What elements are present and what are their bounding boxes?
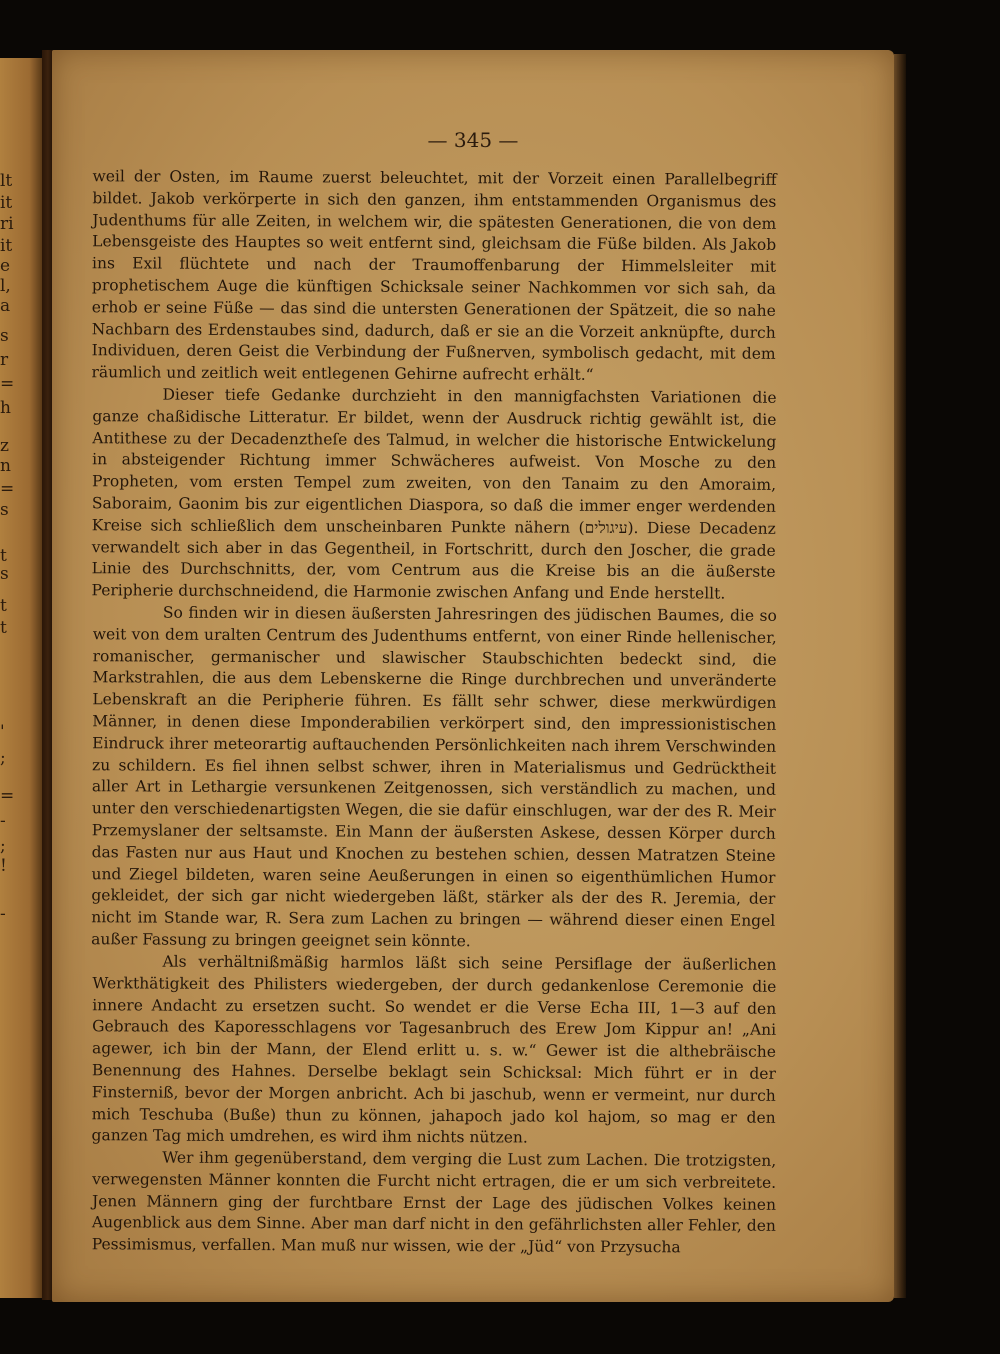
left-page-fragment: it [0,193,13,213]
paragraph: So finden wir in diesen äußersten Jahresringen des jüdischen Baumes, die so weit von dem uralten Centrum des Judenthums entfernt, von einer Rinde hellenischer, romanischer, germanischer und slawischer Staubschichten bedeckt sind, die Markstrahlen, die aus dem Lebenskerne die Ringe durchbrechen und unveränderte Lebenskraft an die Peripherie führen. Es fällt sehr schwer, diese merkwürdigen Männer, in denen diese Imponderabilien verkörpert sind, den impressionistischen Eindruck ihrer meteorartig auftauchenden Persönlichkeiten nach ihrem Verschwinden zu schildern. Es fiel ihnen selbst schwer, ihren in Materialismus und Gedrücktheit aller Art in Lethargie versunkenen Zeitgenossen, sich verständlich zu machen, und unter den verschiedenartigsten Wegen, die sie dafür einschlugen, war der des R. Meir Przemyslaner der seltsamste. Ein Mann der äußersten Askese, dessen Körper durch das Fasten nur aus Haut und Knochen zu bestehen schien, dessen Matratzen Steine und Ziegel bildeten, waren seine Aeußerungen in einen so eigenthümlichen Humor gekleidet, der sich gar nicht wiedergeben läßt, stärker als der des R. Jeremia, der nicht im Stande war, R. Sera zum Lachen zu bringen — während dieser einen Engel außer Fassung zu bringen geeignet sein könnte. [91,603,777,951]
paragraph: weil der Osten, im Raume zuerst beleuchtet, mit der Vorzeit einen Parallelbegriff bildet. Jakob verkörperte in sich den ganzen, ihm entstammenden Organismus des Judenthums für alle Zeiten, in welchem wir, die spätesten Generationen, die von dem Lebensgeiste des Hauptes so weit entfernt sind, gleichsam die Füße bilden. Als Jakob ins Exil flüchtete und nach der Traumoffenbarung der Himmelsleiter mit prophetischem Auge die künftigen Schicksale seiner Nachkommen vor sich sah, da erhob er seine Füße — das sind die untersten Generationen der Spätzeit, die so nahe Nachbarn des Erdenstaubes sind, dadurch, daß er sie an die Vorzeit anknüpfte, durch Individuen, deren Geist die Verbindung der Fußnerven, symbolisch gedacht, mit dem räumlich und zeitlich weit entlegenen Gehirne aufrecht erhält.“ [91,167,777,385]
left-page-fragment: lt [0,171,13,191]
paragraph: Als verhältnißmäßig harmlos läßt sich seine Persiflage der äußerlichen Werkthätigkeit des Philisters wiedergeben, der durch gedankenlose Ceremonie die innere Andacht zu ersetzen sucht. So wendet er die Verse Echa III, 1—3 auf den Gebrauch des Kaporesschlagens vor Tagesanbruch des Erew Jom Kippur an! „Ani agewer, ich bin der Mann, der Elend erlitt u. s. w.“ Gewer ist die althebräische Benennung des Hahnes. Derselbe beklagt sein Schicksal: Mich führt er in der Finsterniß, bevor der Morgen anbricht. Ach bi jaschub, wenn er vermeint, nur durch mich Teschuba (Buße) thun zu können, jahapoch jado kol hajom, so mag er den ganzen Tag mich umdrehen, es wird ihm nichts nützen. [91,952,777,1147]
left-page-fragment: t [0,546,7,566]
left-page-fragment: s [0,326,9,346]
left-page-fragment: r [0,350,9,370]
left-page-edge [0,58,42,1298]
left-page-fragment: = [0,786,15,806]
left-page-fragment: s [0,564,9,584]
left-page-fragment: t [0,618,7,638]
left-page-fragment: it [0,236,13,256]
left-page-fragment: h [0,398,11,418]
left-page-fragment: = [0,374,15,394]
left-page-fragment: - [0,811,6,831]
page-body [92,168,776,1258]
left-page-fragment: s [0,500,9,520]
left-page-fragment: a [0,296,11,316]
left-page-fragment: n [0,456,11,476]
left-page-fragment: ; [0,836,6,856]
left-page-fragment: - [0,904,6,924]
left-page-fragment: ' [0,722,5,742]
paragraph: Wer ihm gegenüberstand, dem verging die Lust zum Lachen. Die trotzigsten, verwegensten Männer konnten die Furcht nicht ertragen, die er um sich verbreitete. Jenen Männern ging der furchtbare Ernst der Lage des jüdischen Volkes keinen Augenblick aus dem Sinne. Aber man darf nicht in den gefährlichsten aller Fehler, den Pessimismus, verfallen. Man muß nur wissen, wie der „Jüd“ von Przysucha [91,1148,777,1257]
paragraph: Dieser tiefe Gedanke durchzieht in den mannigfachsten Variationen die ganze chaßidische Litteratur. Er bildet, wenn der Ausdruck richtig gewählt ist, die Antithese zu der Decadenztheſe des Talmud, in welcher die historische Entwickelung in absteigender Richtung immer Schwächeres aufweist. Von Mosche zu den Propheten, vom ersten Tempel zum zweiten, von den Tanaim zu den Amoraim, Saboraim, Gaonim bis zur eigentlichen Diaspora, so daß die immer enger werdenden Kreise sich schließlich dem unscheinbaren Punkte nähern (עיגולים). Diese Decadenz verwandelt sich aber in das Gegentheil, in Fortschritt, durch den Joscher, die grade Linie des Durchschnitts, der, vom Centrum aus die Kreise bis an die äußerste Peripherie durchschneidend, die Harmonie zwischen Anfang und Ende herstellt. [91,385,777,603]
left-page-fragment: = [0,479,15,499]
left-page-fragment: e [0,256,11,276]
left-page-fragment: ri [0,214,14,234]
left-page-fragment: z [0,436,9,456]
left-page-fragment: ! [0,856,7,876]
book-page [52,50,894,1302]
left-page-fragment: l, [0,276,11,296]
right-page-edge [894,54,906,1298]
left-page-fragment: ; [0,748,6,768]
left-page-fragment: t [0,596,7,616]
page-number: — 345 — [427,128,519,152]
